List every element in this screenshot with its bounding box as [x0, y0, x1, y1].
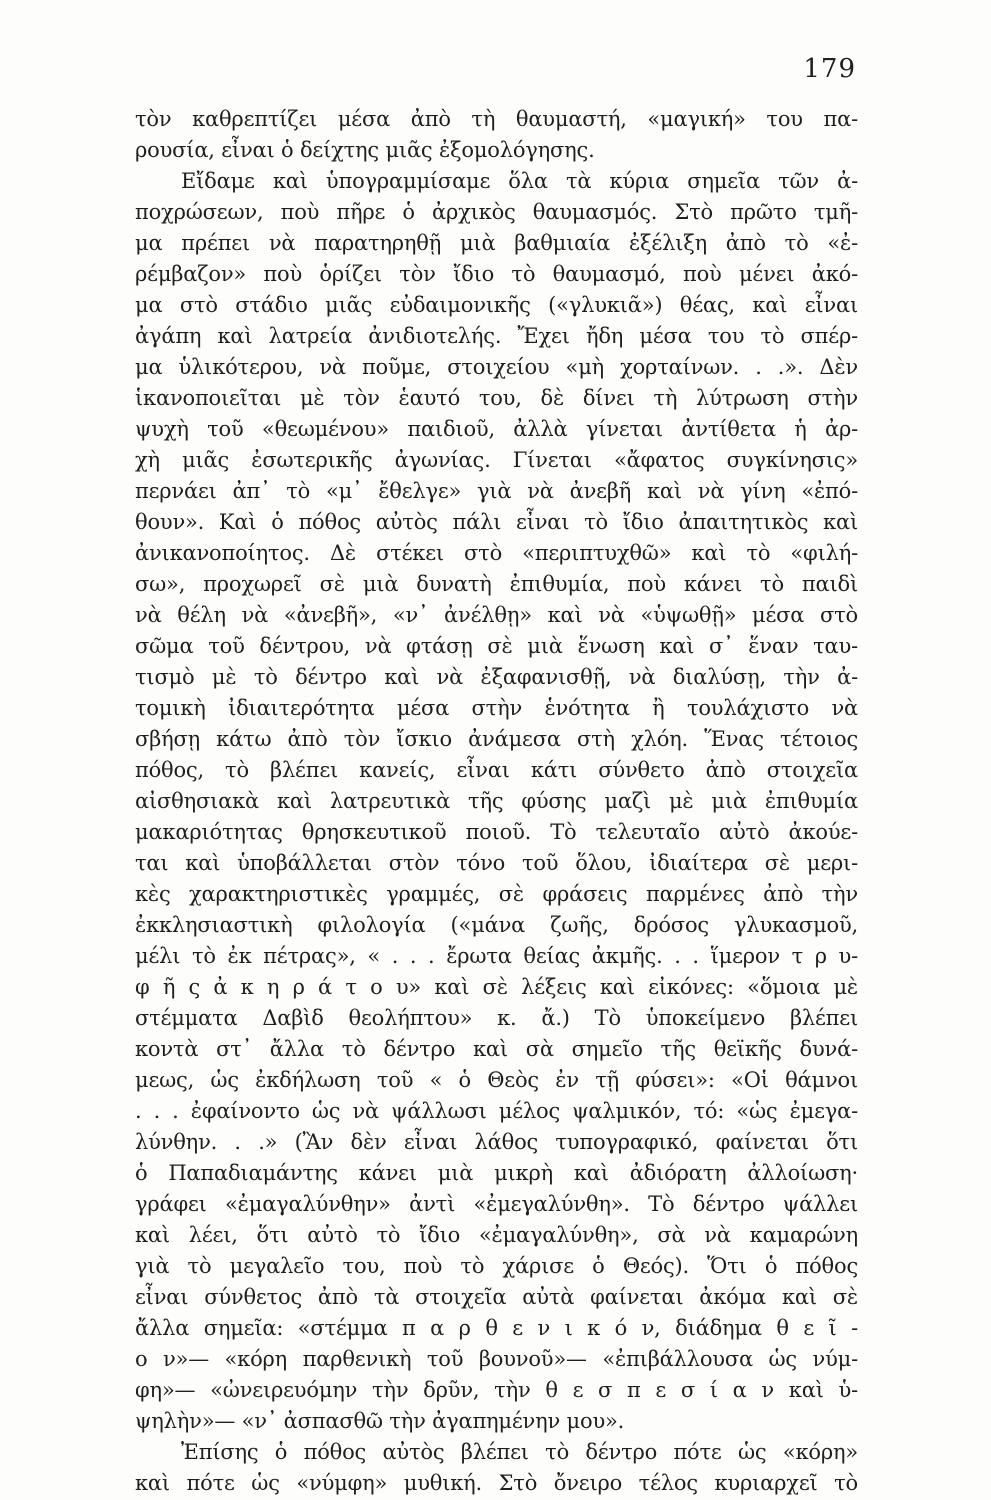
text-line: τὸν καθρεπτίζει μέσα ἀπὸ τὴ θαυμαστή, «μαγική» του πα-: [135, 107, 858, 131]
text-line: γράφει «ἐμαγαλύνθην» ἀντὶ «ἐμεγαλύνθη». Τὸ δέντρο ψάλλει: [135, 1192, 858, 1216]
text-line: καὶ λέει, ὅτι αὐτὸ τὸ ἴδιο «ἐμαγαλύνθη», σὰ νὰ καμαρώνη: [135, 1223, 858, 1247]
text-line: μεως, ὡς ἐκδήλωση τοῦ « ὁ Θεὸς ἐν τῇ φύσει»: «Οἱ θάμνοι: [135, 1068, 858, 1092]
text-line: λύνθην. . .» (Ἂν δὲν εἶναι λάθος τυπογραφικό, φαίνεται ὅτι: [135, 1130, 858, 1154]
text-line: κοντὰ στ᾽ ἄλλα τὸ δέντρο καὶ σὰ σημεῖο τῆς θεϊκῆς δυνά-: [135, 1037, 858, 1061]
text-line: πόθος, τὸ βλέπει κανείς, εἶναι κάτι σύνθετο ἀπὸ στοιχεῖα: [135, 758, 858, 782]
text-line: μα στὸ στάδιο μιᾶς εὐδαιμονικῆς («γλυκιᾶ») θέας, καὶ εἶναι: [135, 293, 858, 317]
text-line: χὴ μιᾶς ἐσωτερικῆς ἀγωνίας. Γίνεται «ἄφατος συγκίνησις»: [135, 448, 858, 472]
body-text: [135, 104, 858, 1499]
text-line: ποχρώσεων, ποὺ πῆρε ὁ ἀρχικὸς θαυμασμός. Στὸ πρῶτο τμῆ-: [135, 200, 858, 224]
text-line: φ ῆ ς ἀ κ η ρ ά τ ο υ» καὶ σὲ λέξεις καὶ εἰκόνες: «ὅμοια μὲ: [135, 975, 858, 999]
text-line: ἀγάπη καὶ λατρεία ἀνιδιοτελής. Ἔχει ἤδη μέσα του τὸ σπέρ-: [135, 324, 858, 348]
text-line: ἐκκλησιαστικὴ φιλολογία («μάνα ζωῆς, δρόσος γλυκασμοῦ,: [135, 913, 858, 937]
text-line: μακαριότητας θρησκευτικοῦ ποιοῦ. Τὸ τελευταῖο αὐτὸ ἀκούε-: [135, 820, 858, 844]
text-line: ο ν»— «κόρη παρθενικὴ τοῦ βουνοῦ»— «ἐπιβάλλουσα ὡς νύμ-: [135, 1347, 858, 1371]
text-line: τομικὴ ἰδιαιτερότητα μέσα στὴν ἑνότητα ἢ τουλάχιστο νὰ: [135, 696, 858, 720]
text-line: ἄλλα σημεῖα: «στέμμα π α ρ θ ε ν ι κ ό ν, διάδημα θ ε ῖ -: [135, 1316, 858, 1340]
text-line: αἰσθησιακὰ καὶ λατρευτικὰ τῆς φύσης μαζὶ μὲ μιὰ ἐπιθυμία: [135, 789, 858, 813]
text-line: μέλι τὸ ἐκ πέτρας», « . . . ἔρωτα θείας ἀκμῆς. . . ἵμερον τ ρ υ-: [135, 944, 858, 968]
text-line: καὶ πότε ὡς «νύμφη» μυθική. Στὸ ὄνειρο τέλος κυριαρχεῖ τὸ: [135, 1471, 858, 1495]
text-line: ρουσία, εἶναι ὁ δείχτης μιᾶς ἐξομολόγησης.: [135, 138, 595, 162]
text-line: γιὰ τὸ μεγαλεῖο του, ποὺ τὸ χάρισε ὁ Θεός). Ὅτι ὁ πόθος: [135, 1254, 858, 1278]
text-line: κὲς χαρακτηριστικὲς γραμμές, σὲ φράσεις παρμένες ἀπὸ τὴν: [135, 882, 858, 906]
page-number: 179: [803, 54, 856, 84]
text-line: τισμὸ μὲ τὸ δέντρο καὶ νὰ ἐξαφανισθῇ, νὰ διαλύσῃ, τὴν ἀ-: [135, 665, 858, 689]
text-line: θουν». Καὶ ὁ πόθος αὐτὸς πάλι εἶναι τὸ ἴδιο ἀπαιτητικὸς καὶ: [135, 510, 858, 534]
text-line: σω», προχωρεῖ σὲ μιὰ δυνατὴ ἐπιθυμία, ποὺ κάνει τὸ παιδὶ: [135, 572, 858, 596]
text-line: μα πρέπει νὰ παρατηρηθῇ μιὰ βαθμιαία ἐξέλιξη ἀπὸ τὸ «ἐ-: [135, 231, 858, 255]
text-line: ψηλὴν»— «ν᾽ ἀσπασθῶ τὴν ἀγαπημένην μου».: [135, 1409, 625, 1433]
text-line: ὁ Παπαδιαμάντης κάνει μιὰ μικρὴ καὶ ἀδιόρατη ἀλλοίωση·: [135, 1161, 858, 1185]
text-line: ρέμβαζον» ποὺ ὁρίζει τὸν ἴδιο τὸ θαυμασμό, ποὺ μένει ἀκό-: [135, 262, 858, 286]
text-line: περνάει ἀπ᾽ τὸ «μ᾽ ἔθελγε» γιὰ νὰ ἀνεβῆ καὶ νὰ γίνη «ἐπό-: [135, 479, 858, 503]
text-line: σῶμα τοῦ δέντρου, νὰ φτάσῃ σὲ μιὰ ἕνωση καὶ σ᾽ ἕναν ταυ-: [135, 634, 858, 658]
text-line: στέμματα Δαβὶδ θεολήπτου» κ. ἄ.) Τὸ ὑποκείμενο βλέπει: [135, 1006, 858, 1030]
text-line: φη»— «ὠνειρευόμην τὴν δρῦν, τὴν θ ε σ π ε σ ί α ν καὶ ὑ-: [135, 1378, 858, 1402]
text-line: ἱκανοποιεῖται μὲ τὸν ἑαυτό του, δὲ δίνει τὴ λύτρωση στὴν: [135, 386, 858, 410]
text-line: . . . ἐφαίνοντο ὡς νὰ ψάλλωσι μέλος ψαλμικόν, τό: «ὡς ἐμεγα-: [135, 1099, 858, 1123]
text-line: ψυχὴ τοῦ «θεωμένου» παιδιοῦ, ἀλλὰ γίνεται ἀντίθετα ἡ ἀρ-: [135, 417, 858, 441]
text-line: νὰ θέλη νὰ «ἀνεβῆ», «ν᾽ ἀνέλθῃ» καὶ νὰ «ὑψωθῇ» μέσα στὸ: [135, 603, 858, 627]
text-line: σβήσῃ κάτω ἀπὸ τὸν ἴσκιο ἀνάμεσα στὴ χλόη. Ἕνας τέτοιος: [135, 727, 858, 751]
paragraph-first-line: Ἐπίσης ὁ πόθος αὐτὸς βλέπει τὸ δέντρο πότε ὡς «κόρη»: [181, 1440, 858, 1464]
text-line: ἀνικανοποίητος. Δὲ στέκει στὸ «περιπτυχθῶ» καὶ τὸ «φιλή-: [135, 541, 858, 565]
text-line: ται καὶ ὑποβάλλεται στὸν τόνο τοῦ ὅλου, ἰδιαίτερα σὲ μερι-: [135, 851, 858, 875]
text-line: μα ὑλικότερου, νὰ ποῦμε, στοιχείου «μὴ χορταίνων. . .». Δὲν: [135, 355, 858, 379]
paragraph-first-line: Εἴδαμε καὶ ὑπογραμμίσαμε ὅλα τὰ κύρια σημεῖα τῶν ἀ-: [181, 169, 858, 193]
text-line: εἶναι σύνθετος ἀπὸ τὰ στοιχεῖα αὐτὰ φαίνεται ἀκόμα καὶ σὲ: [135, 1285, 858, 1309]
